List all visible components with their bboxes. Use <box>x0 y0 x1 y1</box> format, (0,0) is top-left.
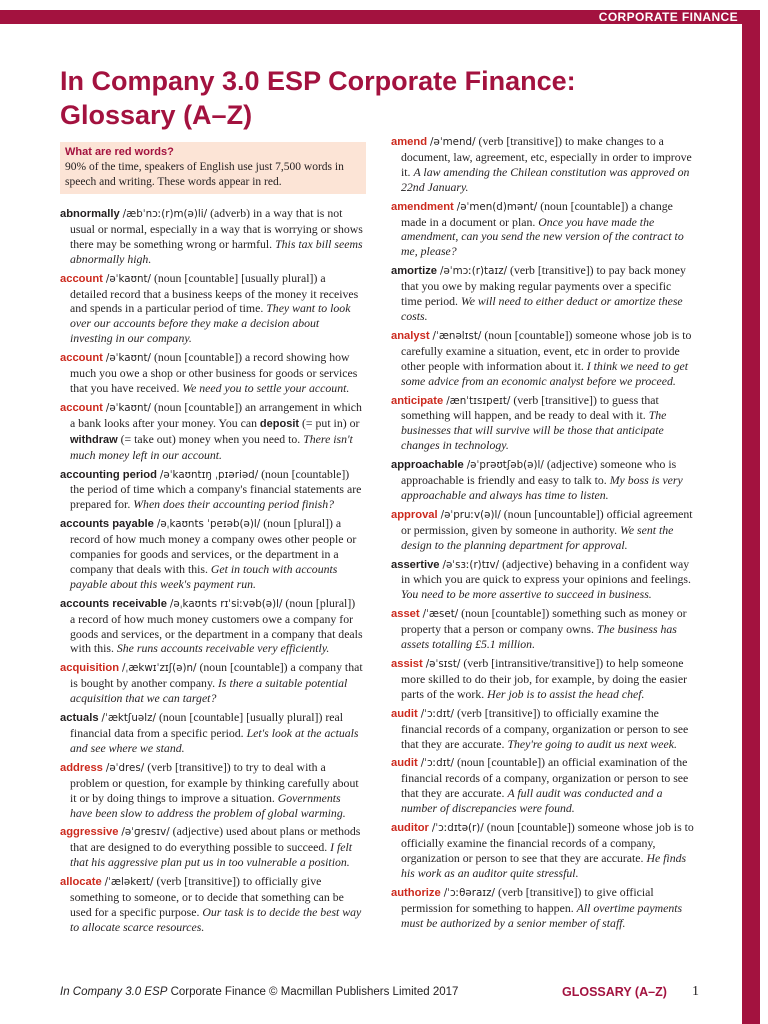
definition: (noun [uncountable]) official agreement or permission, given by someone in authority. <box>401 506 693 537</box>
example-sentence: The business has assets totalling £5.1 million. <box>401 622 677 652</box>
definition: (noun [countable]) an official examination of the financial records of a company, organization or person to see that they are accurate. <box>401 755 689 801</box>
definition: (noun [plural]) a record of how much money customers owe a company for goods and services, or the department in a company that deals with this. <box>70 595 363 656</box>
example-sentence: All overtime payments must be authorized by a senior member of staff. <box>401 900 683 930</box>
definition: (noun [countable]) something such as money or property that a person or company owns. <box>401 606 687 637</box>
example-sentence: Our task is to decide the best way to allocate scarce resources. <box>70 904 362 934</box>
pronunciation: /ˈɔːdɪt/ <box>420 757 454 770</box>
example-sentence: We sent the design to the planning department for approval. <box>401 522 674 552</box>
glossary-entry <box>391 328 695 389</box>
glossary-entry <box>60 350 363 396</box>
definition: (noun [plural]) a record of how much money a company owes other people or companies for goods and services, or the department in a company that deals with this. <box>70 516 357 576</box>
example-sentence: You need to be more assertive to succeed in business. <box>401 587 652 602</box>
example-sentence: There isn't much money left in our account. <box>70 431 353 462</box>
glossary-entry <box>60 206 363 267</box>
headword: address <box>60 761 103 774</box>
example-sentence: They want to look over our accounts before they make a decision about investing in our company. <box>70 301 351 346</box>
definition: (noun [countable] [usually plural]) real financial data from a specific period. <box>70 710 344 740</box>
pronunciation: /əˈmen(d)mənt/ <box>456 200 538 213</box>
example-sentence: Get in touch with accounts payable about this week's payment run. <box>70 561 338 591</box>
glossary-entry <box>60 467 363 513</box>
pronunciation: /əˈkaʊnt/ <box>105 401 151 414</box>
glossary-entry <box>60 596 363 657</box>
example-sentence: We need you to settle your account. <box>182 380 350 395</box>
example-sentence: The businesses that will survive will be those that anticipate changes in technology. <box>401 408 667 453</box>
glossary-entry <box>391 706 695 752</box>
pronunciation: /æbˈnɔː(r)m(ə)li/ <box>122 208 208 220</box>
footer-book-title: In Company 3.0 ESP <box>60 986 168 998</box>
headword: audit <box>391 757 418 770</box>
pronunciation: /əˈkaʊnt/ <box>105 352 151 365</box>
example-sentence: They're going to audit us next week. <box>507 736 677 751</box>
page-title-line-1: In Company 3.0 ESP Corporate Finance: <box>60 66 576 96</box>
glossary-entry <box>391 820 695 881</box>
definition: (verb [transitive]) to make changes to a document, law, agreement, etc, especially in order to improve it. <box>401 134 692 179</box>
section-banner-label: CORPORATE FINANCE <box>598 10 738 24</box>
definition: (noun [countable]) someone whose job is to officially examine the financial records of a company, organization or person to see that they are accurate. <box>401 820 694 865</box>
headword: authorize <box>391 886 441 899</box>
headword: assist <box>391 658 423 670</box>
definition: (verb [transitive]) to pay back money that you owe by making regular payments over a specific time period. <box>401 263 686 309</box>
keyword: deposit <box>259 417 300 430</box>
example-sentence: I felt that his aggressive plan put us in too vulnerable a position. <box>70 840 353 870</box>
callout-title: What are red words? <box>65 146 174 158</box>
glossary-entry <box>60 660 363 706</box>
footer-copyright-text: Corporate Finance © Macmillan Publishers Limited 2017 <box>167 986 459 998</box>
definition: (noun [countable]) someone whose job is to carefully examine a situation, event, etc in order to provide other people with information about it. <box>401 327 692 373</box>
headword: amortize <box>391 265 438 278</box>
example-sentence: She runs accounts receivable very efficiently. <box>116 641 330 656</box>
pronunciation: /ˈɔːθəraɪz/ <box>443 886 495 899</box>
pronunciation: /ˈæset/ <box>422 608 459 621</box>
pronunciation: /ænˈtɪsɪpeɪt/ <box>446 394 511 407</box>
glossary-entry <box>391 656 695 702</box>
definition: (verb [transitive]) to guess that something will happen, and be ready to deal with it. <box>401 392 659 423</box>
pronunciation: /əˈmɔː(r)taɪz/ <box>439 265 508 278</box>
pronunciation: /ˈæləkeɪt/ <box>104 876 154 889</box>
definition: (verb [intransitive/transitive]) to help someone more skilled to do their job, for example, by doing the easier parts of the work. <box>401 656 687 701</box>
definition-part: (= put in) or <box>302 415 360 430</box>
example-sentence: Let's look at the actuals and see where we stand. <box>70 726 359 755</box>
pronunciation: /ˈɔːdɪtə(r)/ <box>431 822 484 835</box>
glossary-entry <box>60 271 363 347</box>
definition: (noun [countable]) a change made in a document or plan. <box>401 198 673 229</box>
pronunciation: /əˈkaʊnt/ <box>105 272 151 285</box>
pronunciation: /əˈpruːv(ə)l/ <box>440 508 501 521</box>
page-title <box>60 64 580 132</box>
glossary-entry <box>60 516 363 592</box>
pronunciation: /əˈɡresɪv/ <box>121 826 170 839</box>
headword: analyst <box>391 329 430 342</box>
definition: (verb [transitive]) to officially give something to someone, or to decide that something can be used for a specific purpose. <box>70 874 344 919</box>
callout-text: 90% of the time, speakers of English use just 7,500 words in speech and writing. These words appear in red. <box>65 161 344 188</box>
glossary-entry <box>391 199 695 260</box>
headword: asset <box>391 608 420 621</box>
glossary-entry <box>391 557 695 603</box>
definition: (noun [countable]) a company that is bought by another company. <box>70 660 363 691</box>
definition: (adverb) in a way that is not usual or normal, especially in a way that is worrying or shows there may be something wrong or harmful. <box>70 206 363 251</box>
example-sentence: We will need to either deduct or amortize these costs. <box>401 294 683 323</box>
definition: (verb [transitive]) to try to deal with a problem or question, for example by thinking carefully about it or by doing things to improve a situation. <box>70 759 359 805</box>
headword: account <box>60 352 103 365</box>
page-number: 1 <box>692 984 699 999</box>
pronunciation: /ˈænəlɪst/ <box>432 329 482 342</box>
headword: account <box>60 401 103 414</box>
example-sentence: Is there a suitable potential acquisition that we can target? <box>70 676 348 706</box>
headword: approval <box>391 508 438 521</box>
glossary-entry <box>60 824 363 870</box>
example-sentence: A full audit was conducted and a number of discrepancies were found. <box>401 786 663 816</box>
headword: account <box>60 272 103 285</box>
headword: audit <box>391 707 418 720</box>
pronunciation: /ˈɔːdɪt/ <box>420 707 454 720</box>
glossary-column-right <box>391 134 695 934</box>
footer-copyright <box>60 986 458 998</box>
pronunciation: /əˈmend/ <box>430 136 476 148</box>
footer-section-title: GLOSSARY (A–Z) <box>562 985 667 999</box>
glossary-entry <box>391 134 695 195</box>
glossary-entry <box>391 393 695 454</box>
glossary-entry <box>60 874 363 935</box>
headword: accounts receivable <box>60 597 167 610</box>
glossary-entry <box>391 606 695 652</box>
headword: abnormally <box>60 208 120 220</box>
headword: accounts payable <box>60 518 154 531</box>
example-sentence: My boss is very approachable and always has time to listen. <box>401 473 683 502</box>
glossary-entry <box>391 755 695 816</box>
definition: (verb [transitive]) to give official permission for something to happen. <box>401 884 654 915</box>
pronunciation: /əˈkaʊntɪŋ ˌpɪəriəd/ <box>159 468 259 481</box>
headword: assertive <box>391 558 440 571</box>
example-sentence: A law amending the Chilean constitution was approved on 22nd January. <box>401 164 690 194</box>
glossary-column-left <box>60 206 363 939</box>
glossary-entry <box>391 457 695 503</box>
pronunciation: /əˈsɪst/ <box>425 658 461 670</box>
example-sentence: He finds his work as an auditor quite stressful. <box>401 850 687 880</box>
definition: (adjective) used about plans or methods that are designed to do everything possible to succeed. <box>70 824 361 855</box>
glossary-entry <box>391 263 695 324</box>
definition: (adjective) someone who is approachable is friendly and easy to talk to. <box>401 457 677 488</box>
headword: auditor <box>391 822 429 835</box>
definition: (noun [countable]) an arrangement in which a bank looks after your money. You can <box>70 399 362 430</box>
side-color-bar <box>742 10 760 1024</box>
pronunciation: /ˌækwɪˈzɪʃ(ə)n/ <box>122 662 197 675</box>
red-words-callout <box>60 142 366 194</box>
example-sentence: I think we need to get some advice from an economic analyst before we proceed. <box>401 358 688 388</box>
definition-part: (= take out) money when you need to. <box>120 431 301 446</box>
definition: (verb [transitive]) to officially examine the financial records of a company, organization or person to see that they are accurate. <box>401 705 689 751</box>
headword: anticipate <box>391 394 444 407</box>
keyword: withdraw <box>70 433 118 446</box>
definition: (noun [countable] [usually plural]) a detailed record that a business keeps of the money it receives and spends in a particular period of time. <box>70 270 359 316</box>
pronunciation: /əˈdres/ <box>105 761 145 774</box>
glossary-entry <box>391 507 695 553</box>
definition: (noun [countable]) a record showing how much you owe a shop or other business for goods or services that you have received. <box>70 350 358 395</box>
page-title-line-2: Glossary (A–Z) <box>60 100 253 130</box>
headword: actuals <box>60 712 99 725</box>
headword: amendment <box>391 200 454 213</box>
definition: (noun [countable]) the period of time which a company's financial statements are prepared for. <box>70 466 362 512</box>
pronunciation: /əˌkaʊnts ˈpeɪəb(ə)l/ <box>156 518 261 531</box>
headword: amend <box>391 136 428 148</box>
pronunciation: /əˈprəʊtʃəb(ə)l/ <box>466 459 544 472</box>
glossary-entry <box>60 760 363 821</box>
pronunciation: /ˈæktʃuəlz/ <box>101 712 156 725</box>
example-sentence: Once you have made the amendment, can you send the new version of the contract to me, please? <box>401 214 684 259</box>
pronunciation: /əˌkaʊnts rɪˈsiːvəb(ə)l/ <box>169 597 283 610</box>
example-sentence: Governments have been slow to address the problem of global warming. <box>70 790 346 820</box>
definition: (adjective) behaving in a confident way in which you are quick to express your opinions and feelings. <box>401 556 691 587</box>
example-sentence: Her job is to assist the head chef. <box>487 686 645 701</box>
glossary-entry <box>391 885 695 931</box>
glossary-entry <box>60 400 363 463</box>
example-sentence: When does their accounting period finish? <box>133 497 335 512</box>
pronunciation: /əˈsɜː(r)tɪv/ <box>442 558 500 571</box>
headword: approachable <box>391 459 464 472</box>
example-sentence: This tax bill seems abnormally high. <box>70 236 363 266</box>
headword: acquisition <box>60 662 120 675</box>
top-banner <box>0 10 742 24</box>
headword: aggressive <box>60 826 119 839</box>
headword: accounting period <box>60 468 157 481</box>
glossary-entry <box>60 710 363 756</box>
headword: allocate <box>60 876 102 889</box>
